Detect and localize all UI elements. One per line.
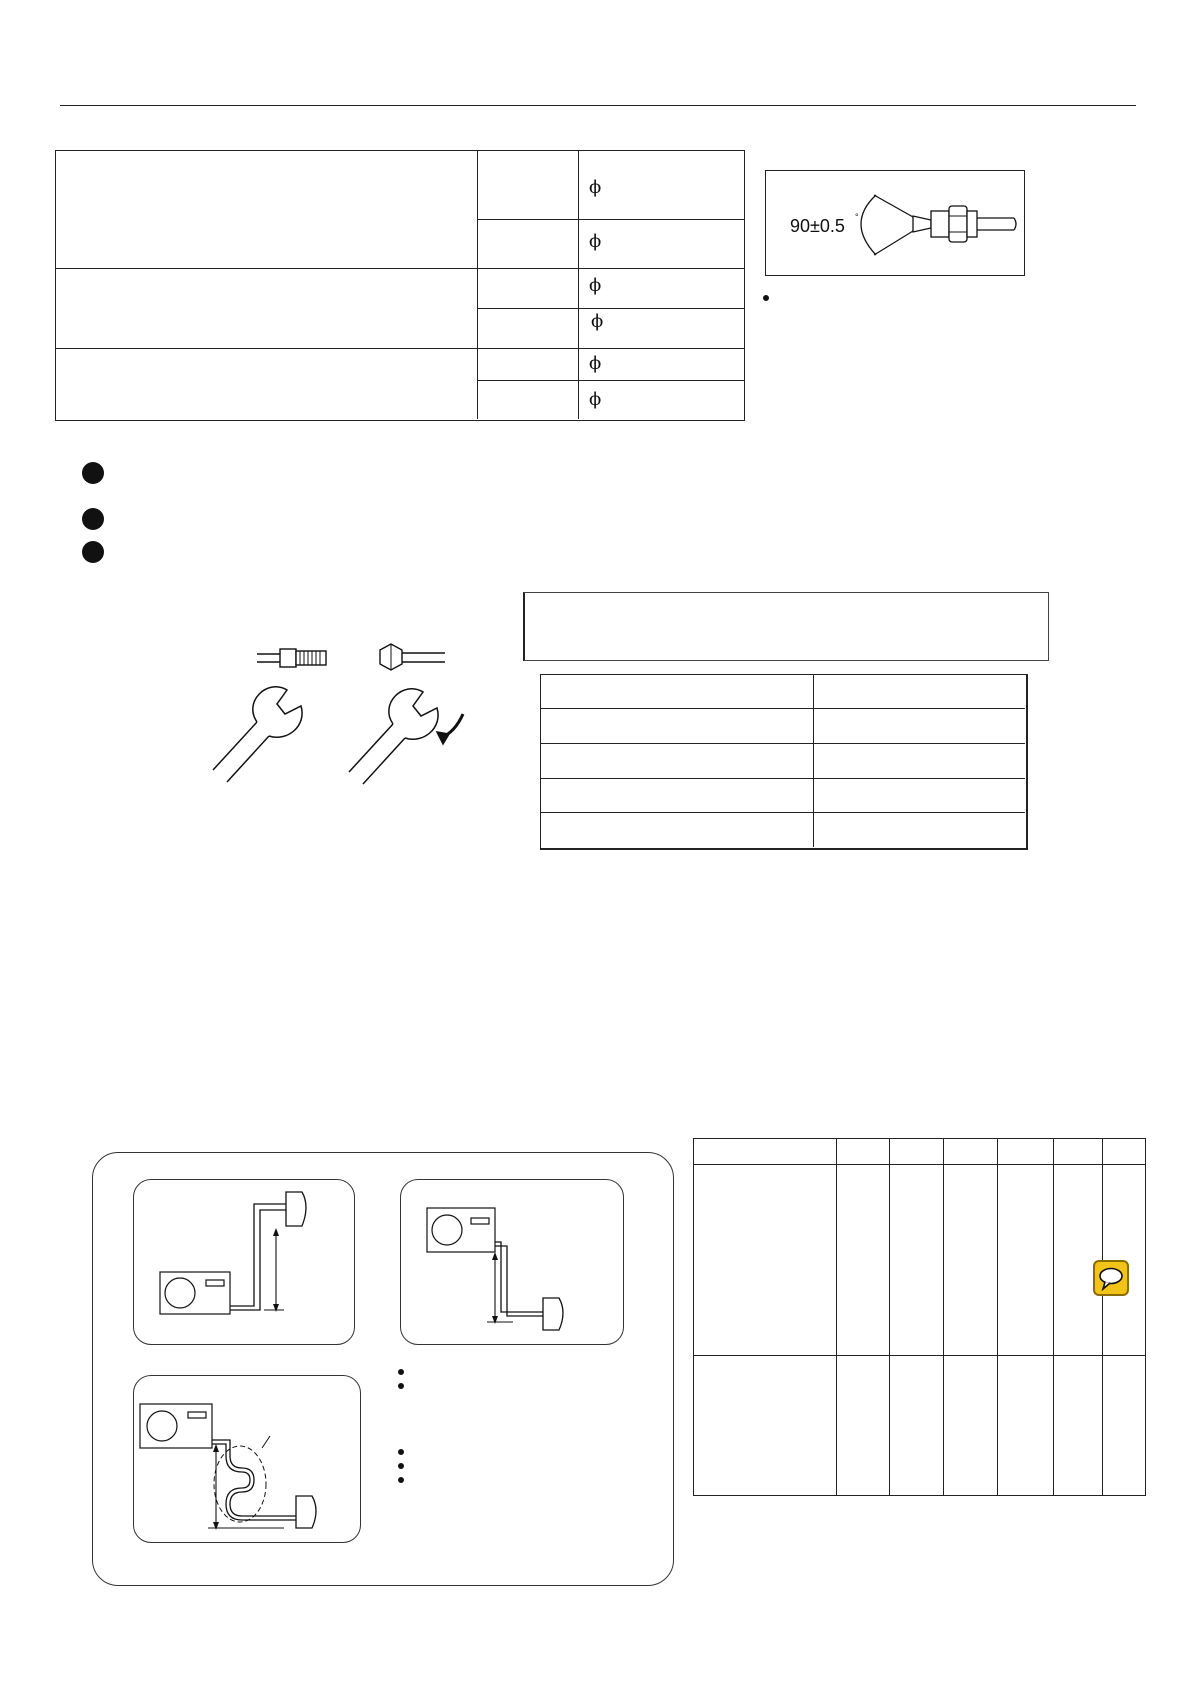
outdoor-unit-icon: [140, 1404, 212, 1448]
indoor-unit-icon: [296, 1496, 316, 1528]
table-divider: [56, 348, 744, 349]
oil-trap-figure: [133, 1375, 361, 1543]
indoor-unit-icon: [286, 1192, 306, 1226]
table-divider: [578, 151, 579, 419]
bullet-dot: [398, 1369, 404, 1375]
bullet-dot: [398, 1463, 404, 1469]
outdoor-below-indoor-figure: [133, 1179, 355, 1345]
table-divider: [997, 1139, 998, 1495]
flare-pipe-icon: [766, 171, 1024, 275]
table-divider: [889, 1139, 890, 1495]
table-divider: [477, 308, 744, 309]
installation-position-panel: [92, 1152, 674, 1586]
step-bullet: [82, 462, 104, 484]
degree-mark: °: [855, 212, 859, 222]
phi-symbol: ϕ: [589, 353, 602, 374]
flare-angle-label: 90±0.5: [790, 216, 845, 236]
bullet-dot: [763, 295, 769, 301]
phi-symbol: ϕ: [589, 389, 602, 410]
table-divider: [477, 380, 744, 381]
table-divider: [836, 1139, 837, 1495]
pipe-size-table: [55, 150, 745, 421]
outdoor-unit-icon: [160, 1272, 230, 1314]
bullet-dot: [398, 1449, 404, 1455]
table-divider: [541, 743, 1025, 744]
male-fitting-icon: [257, 649, 326, 667]
indoor-unit-icon: [543, 1298, 563, 1330]
outdoor-unit-icon: [427, 1208, 495, 1252]
table-divider: [56, 268, 744, 269]
table-divider: [1053, 1139, 1054, 1495]
phi-symbol: ϕ: [589, 177, 602, 198]
table-divider: [1102, 1139, 1103, 1495]
table-divider: [541, 778, 1025, 779]
flare-angle-figure: [765, 170, 1025, 276]
comment-icon[interactable]: [1093, 1260, 1129, 1296]
torque-note-box: [523, 592, 1049, 661]
step-bullet: [82, 541, 104, 563]
table-divider: [694, 1355, 1145, 1356]
wrench-illustration: [205, 640, 495, 800]
torque-table: [540, 674, 1028, 850]
phi-symbol: ϕ: [591, 311, 604, 332]
header-rule: [60, 105, 1136, 106]
phi-symbol: ϕ: [589, 231, 602, 252]
step-bullet: [82, 508, 104, 530]
bullet-dot: [398, 1383, 404, 1389]
table-divider: [541, 708, 1025, 709]
flare-nut-icon: [380, 644, 445, 670]
outdoor-above-indoor-figure: [400, 1179, 624, 1345]
pipe-length-table: [693, 1138, 1146, 1496]
phi-symbol: ϕ: [589, 275, 602, 296]
table-divider: [694, 1164, 1145, 1165]
table-divider: [477, 151, 478, 419]
table-divider: [943, 1139, 944, 1495]
table-divider: [813, 675, 814, 847]
spanner-icon: [213, 687, 302, 782]
bullet-dot: [398, 1477, 404, 1483]
torque-wrench-icon: [349, 689, 463, 784]
table-divider: [541, 812, 1025, 813]
table-divider: [477, 219, 744, 220]
